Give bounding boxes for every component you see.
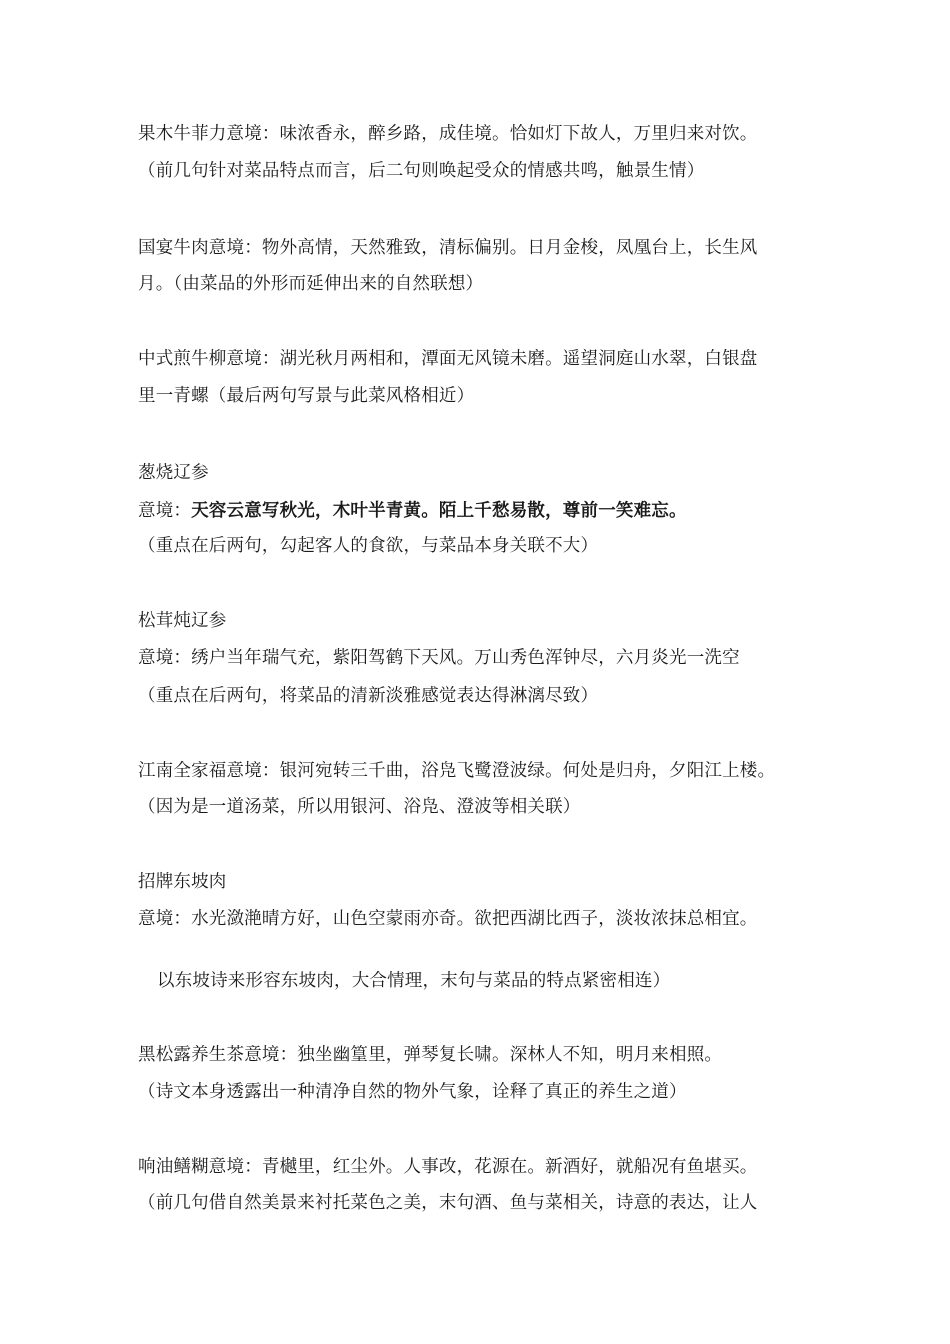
text-line: 月。（由菜品的外形而延伸出来的自然联想） <box>138 274 484 294</box>
text-line: （前几句借自然美景来衬托菜色之美，末句酒、鱼与菜相关，诗意的表达，让人 <box>138 1193 758 1213</box>
yijing-poem: 天容云意写秋光，木叶半青黄。陌上千愁易散，尊前一笑难忘。 <box>191 501 687 521</box>
text-line: （前几句针对菜品特点而言，后二句则唤起受众的情感共鸣，触景生情） <box>138 161 705 181</box>
text-line: （重点在后两句，将菜品的清新淡雅感觉表达得淋漓尽致） <box>138 686 599 706</box>
text-line: 里一青螺（最后两句写景与此菜风格相近） <box>138 386 475 406</box>
text-line: 意境：水光潋滟晴方好，山色空蒙雨亦奇。欲把西湖比西子，淡妆浓抹总相宜。 <box>138 909 758 929</box>
dish-title: 松茸炖辽参 <box>138 611 227 631</box>
text-line: 以东坡诗来形容东坡肉，大合情理，末句与菜品的特点紧密相连） <box>157 971 671 991</box>
text-line: （因为是一道汤菜，所以用银河、浴凫、澄波等相关联） <box>138 797 581 817</box>
text-line: （诗文本身透露出一种清净自然的物外气象，诠释了真正的养生之道） <box>138 1082 687 1102</box>
dish-title: 招牌东坡肉 <box>138 872 227 892</box>
text-line: 江南全家福意境：银河宛转三千曲，浴凫飞鹭澄波绿。何处是归舟，夕阳江上楼。 <box>138 761 776 781</box>
text-line: 意境：绣户当年瑞气充，紫阳驾鹤下天风。万山秀色浑钟尽，六月炎光一洗空 <box>138 648 740 668</box>
text-line: 中式煎牛柳意境：湖光秋月两相和，潭面无风镜未磨。遥望洞庭山水翠，白银盘 <box>138 349 758 369</box>
yijing-prefix: 意境： <box>138 501 192 521</box>
text-line: 响油鳝糊意境：青樾里，红尘外。人事改，花源在。新酒好，就船况有鱼堪买。 <box>138 1157 758 1177</box>
text-line: 国宴牛肉意境：物外高情，天然雅致，清标偏别。日月金梭，凤凰台上，长生风 <box>138 238 758 258</box>
text-line: （重点在后两句，勾起客人的食欲，与菜品本身关联不大） <box>138 536 599 556</box>
text-line: 黑松露养生茶意境：独坐幽篁里，弹琴复长啸。深林人不知，明月来相照。 <box>138 1045 723 1065</box>
text-line: 果木牛菲力意境：味浓香永，醉乡路，成佳境。恰如灯下故人，万里归来对饮。 <box>138 124 758 144</box>
text-line <box>138 499 828 523</box>
dish-title: 葱烧辽参 <box>138 463 209 483</box>
